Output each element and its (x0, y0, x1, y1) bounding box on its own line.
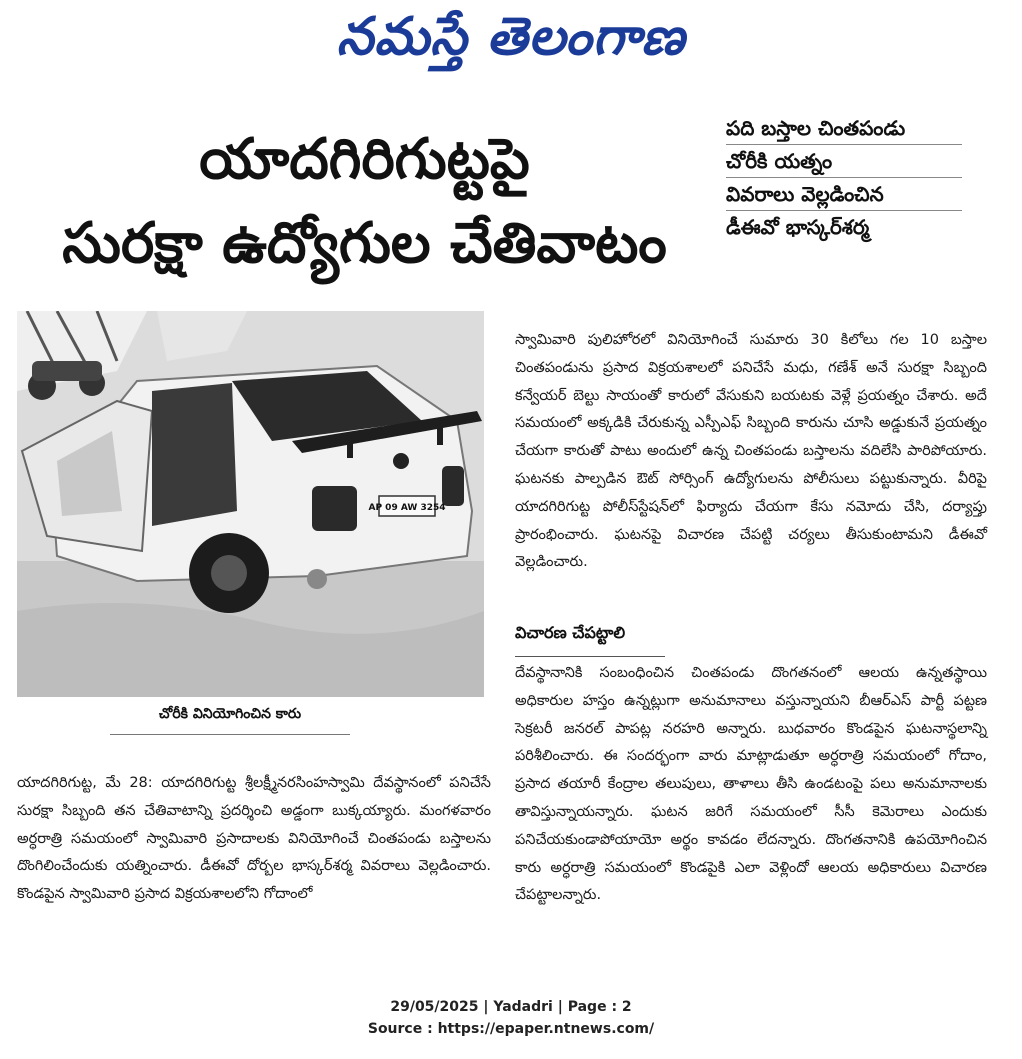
car-photo (17, 311, 484, 697)
article-paragraph: స్వామివారి పులిహోరలో వినియోగించే సుమారు 30 కిలోలు గల 10 బస్తాల చింతపండును ప్రసాద విక్రయశాలలో పనిచేసే మధు, గణేశ్ అనే సురక్షా సిబ్బంది కన్వేయర్ బెల్టు సాయంతో కారులో వేసుకుని బయటకు వెళ్లే ప్రయత్నం చేశారు. అదే సమయంలో అక్కడికి చేరుకున్న ఎస్పీఎఫ్ సిబ్బంది కారును చూసి అడ్డుకునే ప్రయత్నం చేయగా కారుతో పాటు అందులో ఉన్న చింతపండు బస్తాలను వదిలేసి పారిపోయారు. ఘటనకు పాల్పడిన ఔట్ సోర్సింగ్ ఉద్యోగులను పోలీసులు పట్టుకున్నారు. వీరిపై యాదగిరిగుట్ట పోలీస్‌స్టేషన్‌లో ఫిర్యాదు చేయగా కేసు నమోదు చేసి, దర్యాప్తు ప్రారంభించారు. ఘటనపై విచారణ చేపట్టి చర్యలు తీసుకుంటామని డీఈవో వెల్లడించారు. (515, 332, 987, 571)
headline-line-1: యాదగిరిగుట్టపై (199, 127, 530, 192)
headline-line-2: సురక్షా ఉద్యోగుల చేతివాటం (62, 211, 667, 276)
page-footer (0, 996, 1022, 1040)
article-left-column (17, 770, 491, 909)
car-illustration (17, 311, 484, 697)
article-right-column-bottom (515, 660, 987, 910)
subhead-item: డీఈవో భాస్కర్‌శర్మ (726, 215, 870, 239)
section-heading: విచారణ చేపట్టాలి (515, 623, 626, 642)
subhead-item: చోరీకి యత్నం (726, 145, 962, 178)
subhead-item: పది బస్తాల చింతపండు (726, 112, 962, 145)
footer-source-line: Source : https://epaper.ntnews.com/ (367, 1021, 655, 1037)
article-paragraph: యాదగిరిగుట్ట, మే 28: యాదగిరిగుట్ట శ్రీలక్ష్మీనరసింహస్వామి దేవస్థానంలో పనిచేసే సురక్షా సిబ్బంది తన చేతివాటాన్ని ప్రదర్శించి అడ్డంగా బుక్కయ్యారు. మంగళవారం అర్ధరాత్రి సమయంలో స్వామివారి ప్రసాదాలకు వినియోగించే చింతపండు బస్తాలను దొంగిలించేందుకు యత్నించారు. డీఈవో దోర్బల భాస్కర్‌శర్మ వివరాలు వెల్లడించారు. కొండపైన స్వామివారి ప్రసాద విక్రయశాలలోని గోదాంలో (17, 775, 491, 903)
article-right-column-top (515, 327, 987, 577)
masthead-title: నమస్తే తెలంగాణ (336, 6, 686, 67)
article-paragraph: దేవస్థానానికి సంబంధించిన చింతపండు దొంగతనంలో ఆలయ ఉన్నతస్థాయి అధికారుల హస్తం ఉన్నట్లుగా అనుమానాలు వస్తున్నాయని బీఆర్‌ఎస్ పార్టీ పట్టణ సెక్రటరీ జనరల్ పాపట్ల నరహరి అన్నారు. బుధవారం కొండపైన ఘటనాస్థలాన్ని పరిశీలించారు. ఈ సందర్భంగా వారు మాట్లాడుతూ అర్ధరాత్రి సమయంలో గోదాం, ప్రసాద తయారీ కేంద్రాల తలుపులు, తాళాలు తీసి ఉండటంపై పలు అనుమానాలకు తావిస్తున్నాయన్నారు. ఘటన జరిగే సమయంలో సీసీ కెమెరాలు ఎందుకు పనిచేయకుండాపోయాయో అర్థం కావడం లేదన్నారు. దొంగతనానికి ఉపయోగించిన కారు అర్ధరాత్రి సమయంలో కొండపైకి ఎలా వెళ్లిందో ఆలయ అధికారులు విచారణ చేపట్టాలన్నారు. (515, 665, 987, 904)
masthead (0, 2, 1022, 72)
section-divider (515, 656, 665, 657)
headline (12, 118, 717, 288)
footer-date-line: 29/05/2025 | Yadadri | Page : 2 (390, 999, 632, 1015)
license-plate: AP 09 AW 3254 (368, 503, 446, 513)
subheads (726, 112, 962, 243)
photo-caption: చోరీకి వినియోగించిన కారు (110, 706, 350, 735)
subhead-item: వివరాలు వెల్లడించిన (726, 178, 962, 211)
